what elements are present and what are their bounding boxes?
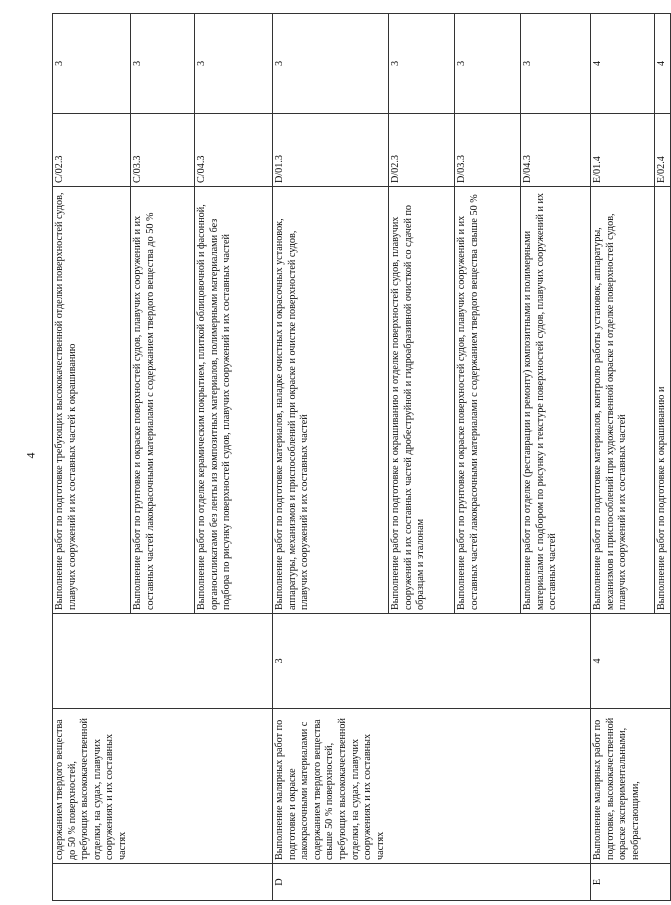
function-name-cell: Выполнение работ по отделке (реставрации и ремонту) композитными и полимерными материалами с подбором по рисунку и текстуре поверхностей судов, плавучих сооружений и их составных частей: [520, 187, 590, 614]
function-name-cell: Выполнение работ по подготовке материалов, контролю работы установок, аппаратуры, механизмов и приспособлений при художественной окраске и отделке поверхностей судов, плавучих сооружений и их составных частей: [590, 187, 654, 614]
page-number: 4: [23, 452, 38, 459]
table-row: [388, 14, 454, 901]
gtf-name-cell: [388, 709, 454, 864]
function-code-cell: C/03.3: [131, 114, 195, 187]
gtf-level-cell: 4: [590, 614, 654, 709]
gtf-code-cell: D: [273, 864, 389, 901]
table-row: [53, 14, 131, 901]
table-row: [454, 14, 520, 901]
function-level-cell: 3: [388, 14, 454, 114]
function-name-cell: Выполнение работ по грунтовке и окраске поверхностей судов, плавучих сооружений и их составных частей лакокрасочными материалами с содержанием твердого вещества свыше 50 %: [454, 187, 520, 614]
gtf-name-cell: Выполнение малярных работ по подготовке, высококачественной окраске экспериментальными, необрастающими,: [590, 709, 654, 864]
function-code-cell: D/04.3: [520, 114, 590, 187]
gtf-level-cell: [454, 614, 520, 709]
gtf-name-cell: [520, 709, 590, 864]
function-name-cell: Выполнение работ по грунтовке и окраске поверхностей судов, плавучих сооружений и их составных частей лакокрасочными материалами с содержанием твердого вещества до 50 %: [131, 187, 195, 614]
rotated-page: [46, 0, 667, 905]
gtf-code-cell: [195, 864, 273, 901]
function-name-cell: Выполнение работ по подготовке к окрашиванию и: [654, 187, 670, 614]
table-row: [195, 14, 273, 901]
gtf-level-cell: [131, 614, 195, 709]
function-code-cell: D/03.3: [454, 114, 520, 187]
gtf-name-cell: Выполнение малярных работ по подготовке и окраске лакокрасочными материалами с содержанием твердого вещества свыше 50 % поверхностей, требующих высококачественной отделки, на судах, плавучих сооружениях и их составных частях: [273, 709, 389, 864]
function-level-cell: 3: [273, 14, 389, 114]
function-level-cell: 4: [654, 14, 670, 114]
function-name-cell: Выполнение работ по отделке керамическим покрытием, плиткой облицовочной и фасонной, органосиликатами без ленты из композитных материалов, полимерными материалами без подбора по рисунку поверхностей судов, плавучих сооружений и их составных частей: [195, 187, 273, 614]
gtf-name-cell: [195, 709, 273, 864]
gtf-code-cell: [388, 864, 454, 901]
table-row: [273, 14, 389, 901]
function-code-cell: E/01.4: [590, 114, 654, 187]
function-level-cell: 3: [520, 14, 590, 114]
gtf-name-cell: [454, 709, 520, 864]
table-row: [590, 14, 654, 901]
gtf-name-cell: содержанием твердого вещества до 50 % поверхностей, требующих высококачественной отделки, на судах, плавучих сооружениях и их составных частях: [53, 709, 131, 864]
function-code-cell: C/04.3: [195, 114, 273, 187]
function-name-cell: Выполнение работ по подготовке к окрашиванию и отделке поверхностей судов, плавучих сооружений и их составных частей дробеструйной и гидроабразивной очисткой со сдачей по образцам и эталонам: [388, 187, 454, 614]
functions-table: [52, 13, 671, 901]
table-row: [654, 14, 670, 901]
function-name-cell: Выполнение работ по подготовке требующих высококачественной отделки поверхностей судов, плавучих сооружений и их составных частей к окрашиванию: [53, 187, 131, 614]
gtf-name-cell: [131, 709, 195, 864]
function-level-cell: 3: [195, 14, 273, 114]
function-name-cell: Выполнение работ по подготовке материалов, наладке очистных и окрасочных установок, аппаратуры, механизмов и приспособлений при окраске и очистке поверхностей судов, плавучих сооружений и их составных частей: [273, 187, 389, 614]
gtf-code-cell: [520, 864, 590, 901]
gtf-name-cell: [654, 709, 670, 864]
table-row: [131, 14, 195, 901]
function-code-cell: C/02.3: [53, 114, 131, 187]
function-level-cell: 3: [131, 14, 195, 114]
function-level-cell: 4: [590, 14, 654, 114]
gtf-code-cell: [654, 864, 670, 901]
gtf-level-cell: [520, 614, 590, 709]
function-level-cell: 3: [53, 14, 131, 114]
function-code-cell: D/02.3: [388, 114, 454, 187]
gtf-level-cell: [388, 614, 454, 709]
gtf-code-cell: [454, 864, 520, 901]
gtf-code-cell: [131, 864, 195, 901]
gtf-level-cell: [195, 614, 273, 709]
gtf-code-cell: E: [590, 864, 654, 901]
table-row: [520, 14, 590, 901]
function-level-cell: 3: [454, 14, 520, 114]
gtf-level-cell: [53, 614, 131, 709]
gtf-level-cell: 3: [273, 614, 389, 709]
gtf-level-cell: [654, 614, 670, 709]
function-code-cell: E/02.4: [654, 114, 670, 187]
function-code-cell: D/01.3: [273, 114, 389, 187]
gtf-code-cell: [53, 864, 131, 901]
